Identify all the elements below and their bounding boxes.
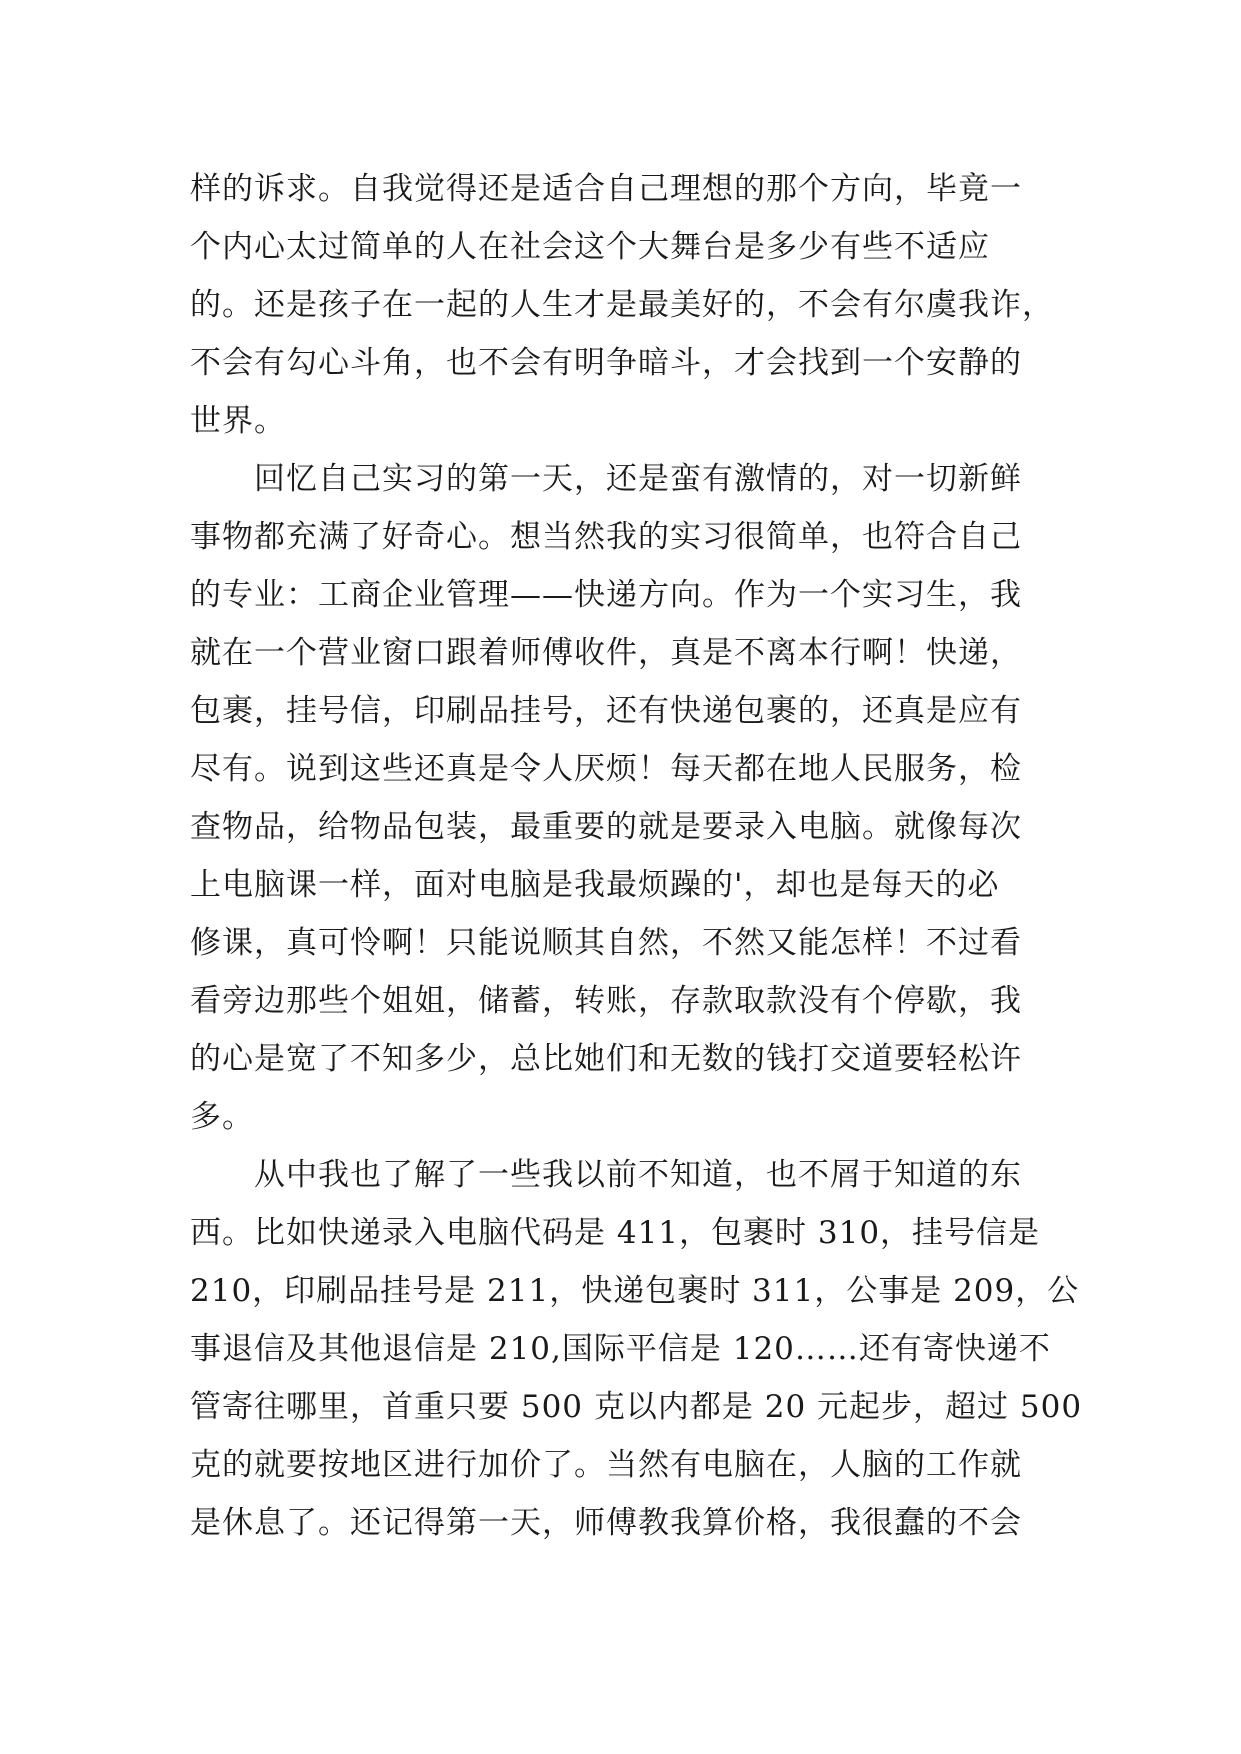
text-line: 世界。 <box>190 403 286 439</box>
text-line: 查物品，给物品包装，最重要的就是要录入电脑。就像每次 <box>190 809 1022 845</box>
text-line: 事退信及其他退信是 210,国际平信是 120……还有寄快递不 <box>190 1331 1051 1367</box>
text-line: 的心是宽了不知多少，总比她们和无数的钱打交道要轻松许 <box>190 1041 1022 1077</box>
text-line: 多。 <box>190 1099 254 1135</box>
paragraph <box>190 1146 1083 1552</box>
text-line: 尽有。说到这些还真是令人厌烦！每天都在地人民服务，检 <box>190 751 1022 787</box>
paragraph <box>190 450 1070 1146</box>
text-line: 从中我也了解了一些我以前不知道，也不屑于知道的东 <box>190 1157 1022 1193</box>
text-line: 是休息了。还记得第一天，师傅教我算价格，我很蠢的不会 <box>190 1505 1022 1541</box>
text-line: 管寄往哪里，首重只要 500 克以内都是 20 元起步，超过 500 <box>190 1389 1083 1425</box>
text-line: 不会有勾心斗角，也不会有明争暗斗，才会找到一个安静的 <box>190 345 1022 381</box>
text-line: 包裹，挂号信，印刷品挂号，还有快递包裹的，还真是应有 <box>190 693 1022 729</box>
text-line: 西。比如快递录入电脑代码是 411，包裹时 310，挂号信是 <box>190 1215 1041 1251</box>
text-line: 样的诉求。自我觉得还是适合自己理想的那个方向，毕竟一 <box>190 171 1022 207</box>
text-line: 就在一个营业窗口跟着师傅收件，真是不离本行啊！快递， <box>190 635 1022 671</box>
document-body <box>190 160 1083 1552</box>
text-line: 的专业：工商企业管理——快递方向。作为一个实习生，我 <box>190 577 1022 613</box>
text-line: 210，印刷品挂号是 211，快递包裹时 311，公事是 209，公 <box>190 1273 1080 1309</box>
paragraph <box>190 160 1070 450</box>
text-line: 的。还是孩子在一起的人生才是最美好的，不会有尔虞我诈， <box>190 287 1054 323</box>
text-line: 回忆自己实习的第一天，还是蛮有激情的，对一切新鲜 <box>190 461 1022 497</box>
text-line: 事物都充满了好奇心。想当然我的实习很简单，也符合自己 <box>190 519 1022 555</box>
text-line: 修课，真可怜啊！只能说顺其自然，不然又能怎样！不过看 <box>190 925 1022 961</box>
text-line: 看旁边那些个姐姐，储蓄，转账，存款取款没有个停歇，我 <box>190 983 1022 1019</box>
text-line: 克的就要按地区进行加价了。当然有电脑在，人脑的工作就 <box>190 1447 1022 1483</box>
text-line: 上电脑课一样，面对电脑是我最烦躁的'，却也是每天的必 <box>190 867 1000 903</box>
text-line: 个内心太过简单的人在社会这个大舞台是多少有些不适应 <box>190 229 990 265</box>
